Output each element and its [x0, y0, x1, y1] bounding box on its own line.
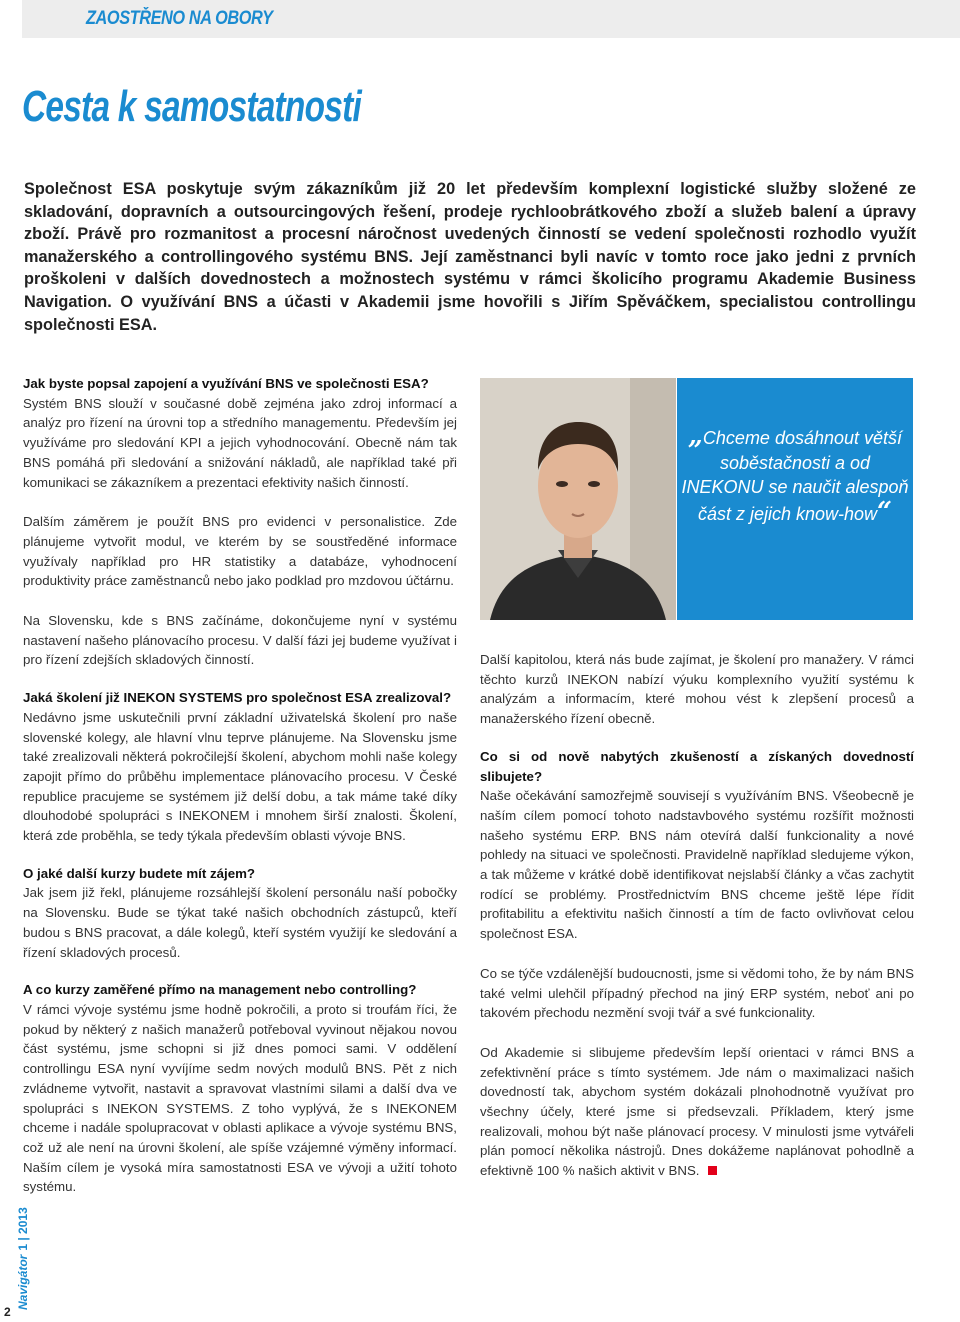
article-title: Cesta k samostatnosti — [22, 82, 362, 131]
lead-text: Společnost ESA poskytuje svým zákazníkům již 20 let především komplexní logistické služby složené ze skladování, dopravních a outsourcingových řešení, prodeje rychloobrátkového zboží a služeb balení a úpravy zboží. Právě pro rozmanitost a procesní náročnost uvedených činností se vedení společnosti rozhodlo využít manažerského a controllingového systému BNS. Její zaměstnanci byli navíc v tomto roce jako jedni z prvních proškoleni v dalších dovednostech a možnostech systému v rámci školicího programu Akademie Business Navigation. O využívání BNS a účasti v Akademii jsme hovořili s Jiřím Spěváčkem, specialistou controllingu společnosti ESA. — [24, 180, 916, 334]
pull-quote — [677, 378, 913, 620]
interviewee-photo — [480, 378, 676, 620]
issue-number: 1 | 2013 — [16, 1207, 30, 1251]
section-label: ZAOSTŘENO NA OBORY — [86, 8, 273, 29]
left-column — [23, 374, 457, 1197]
question-4: A co kurzy zaměřené přímo na management nebo controlling? — [23, 982, 417, 998]
right-paragraph-2: Co se týče vzdálenější budoucnosti, jsme si vědomi toho, že by nám BNS také velmi ulehčil případný přechod na jiný ERP systém, neboť ani po takovém přechodu nezmění svoji tvář a své funkcionality. — [480, 965, 914, 1021]
magazine-name: Navigátor — [16, 1254, 30, 1310]
answer-4: V rámci vývoje systému jsme hodně pokročili, a proto si troufám říci, že pokud by některý z našich manažerů potřeboval vyvinout nějakou novou část systému, jsme schopni si již dnes pomoci sami. V oddělení controllingu ESA nyní vyvíjíme sedm nových modulů BNS. Pět z nich zvládneme vytvořit, nastavit a spravovat vlastními silami a další dva ve spolupráci s INEKON SYSTEMS. Z toho vyplývá, že s INEKONEM chceme i nadále spolupracovat v oblasti aplikace a vývoje systému BNS, což už ale není na úrovni školení, ale spíše vzájemné výměny informací. Naším cílem je vysoká míra samostatnosti ESA ve vývoji a užití tohoto systému. — [23, 1001, 457, 1195]
question-5: Co si od nově nabytých zkušeností a získaných dovedností slibujete? — [480, 748, 914, 784]
pull-quote-text — [677, 421, 913, 527]
right-paragraph-1: Další kapitolou, která nás bude zajímat, je školení pro manažery. V rámci těchto kurzů INEKON nabízí výuku komplexního využití systému k analýzám a informacím, které mohou vést k zlepšení procesů a manažerského řízení obecně. — [480, 652, 914, 727]
answer-1-paragraph-2: Dalším záměrem je použít BNS pro evidenci v personalistice. Zde plánujeme vytvořit modul, ve kterém by se soustředěné informace využívaly například pro HR statistiky a databáze, vyhodnocení produktivity práce zaměstnanců nebo jako podklad pro mzdovou účtárnu. — [23, 514, 457, 589]
article-lead — [24, 178, 916, 336]
end-of-article-icon — [708, 1166, 717, 1175]
answer-1-paragraph-1: Systém BNS slouží v současné době zejména jako zdroj informací a analýz pro řízení na úrovni top a středního managementu. Především jej využíváme pro sledování KPI a jejich vyhodnocování. Obecně nám tak BNS pomáhá při sledování a snižování nákladů, ale například také při komunikaci se zákazníkem a prezentaci efektivity našich činností. — [23, 395, 457, 490]
question-1: Jak byste popsal zapojení a využívání BNS ve společnosti ESA? — [23, 376, 429, 391]
answer-1-paragraph-3: Na Slovensku, kde s BNS začínáme, dokončujeme nyní v systému nastavení našeho plánovacího procesu. V další fázi jej budeme využívat i pro řízení zdejších skladových činností. — [23, 613, 457, 668]
right-paragraph-3 — [480, 1043, 914, 1181]
footer-magazine-label — [16, 1170, 32, 1310]
answer-2: Nedávno jsme uskutečnili první základní uživatelská školení pro naše slovenské kolegy, ale hlavní vlnu teprve plánujeme. Na Slovensku jsme také zrealizovali některá pokročilejší školení, abychom mohli naše kolegy zapojit přímo do průběhu implementace plánovacího procesu. V České republice pracujeme se systémem již delší dobu, a tak máme také díky dlouhodobé spolupráci s INEKONEM i mnohem širší znalosti. Školení, která zde proběhla, se tedy týkala především oblasti vývoje BNS. — [23, 709, 457, 844]
question-3: O jaké další kurzy budete mít zájem? — [23, 865, 256, 881]
quote-body: Chceme dosáhnout větší soběstačnosti a od INEKONU se naučit alespoň část z jejich know-how — [681, 428, 909, 524]
answer-3: Jak jsem již řekl, plánujeme rozsáhlejší školení personálu naší pobočky na Slovensku. Bude se týkat také našich obchodních zástupců, kteří budou s BNS pracovat, a dále kolegů, kteří systém využijí ke sledování a řízení skladových procesů. — [23, 885, 457, 960]
close-quote-mark: “ — [877, 496, 893, 527]
portrait-illustration — [480, 378, 676, 620]
question-2: Jaká školení již INEKON SYSTEMS pro společnost ESA zrealizoval? — [23, 690, 452, 706]
answer-5: Naše očekávání samozřejmě souvisejí s využíváním BNS. Všeobecně je naším cílem pomocí tohoto nadstavbového systému rozšířit možnosti našeho systému ERP. BNS nám otevírá další funkcionality a nové pohledy na situaci ve společnosti. Pravidelně například sledujeme výkon, a tak můžeme v krátké době identifikovat nejslabší články a včas zachytit rodící se problémy. Prostřednictvím BNS chceme ještě lépe řídit profitabilitu a efektivitu našich činností a tím de facto ovlivňovat celou společnost ESA. — [480, 788, 914, 942]
open-quote-mark: „ — [687, 421, 703, 451]
right-column — [480, 650, 914, 1181]
right-paragraph-3-text: Od Akademie si slibujeme především lepší orientaci v rámci BNS a zefektivnění práce s tímto systémem. Jde nám o maximalizaci našich dovedností tak, abychom systém dokázali plnohodnotně využívat pro všechny účely, které jsme si předsevzali. Příkladem, který jsme realizovali, mohou být naše plánovací procesy. V minulosti jsme vytvářeli plán pomocí několika nástrojů. Dnes dokážeme naplánovat pohodlně a efektivně 100 % našich aktivit v BNS. — [480, 1044, 914, 1179]
page-number: 2 — [4, 1305, 11, 1319]
